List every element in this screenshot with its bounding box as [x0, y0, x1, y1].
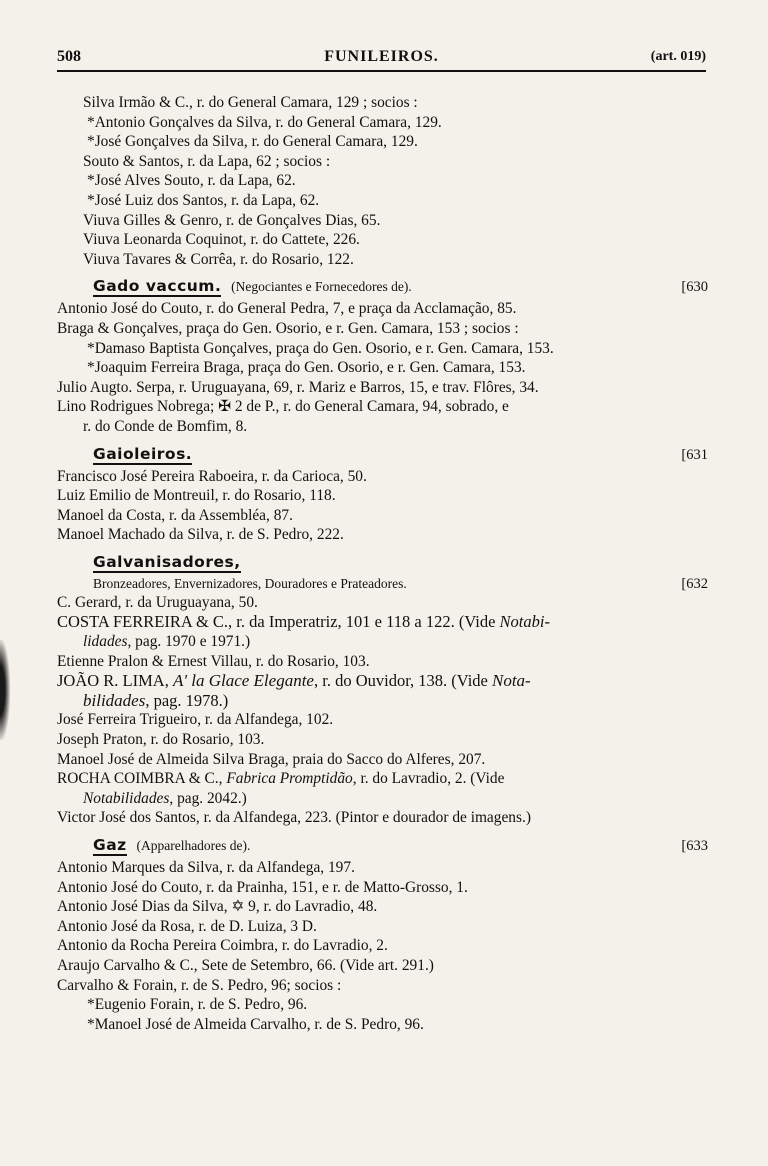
section-title: Gaioleiros.: [93, 444, 193, 463]
list-item: Antonio Marques da Silva, r. da Alfandega, 197.: [57, 859, 355, 876]
list-item: Antonio José Dias da Silva, ✡ 9, r. do Lavradio, 48.: [57, 898, 378, 916]
list-item: r. do Conde de Bomfim, 8.: [83, 417, 248, 435]
list-item: Carvalho & Forain, r. de S. Pedro, 96; socios :: [57, 976, 342, 994]
list-item: Viuva Tavares & Corrêa, r. do Rosario, 122.: [83, 250, 354, 268]
list-item: *Eugenio Forain, r. de S. Pedro, 96.: [87, 996, 308, 1014]
list-item: *Manoel José de Almeida Carvalho, r. de S. Pedro, 96.: [87, 1015, 424, 1033]
list-item: Viuva Gilles & Genro, r. de Gonçalves Dias, 65.: [83, 211, 381, 229]
list-item: *Antonio Gonçalves da Silva, r. do General Camara, 129.: [87, 113, 442, 131]
section-heading-galvanisadores: [57, 551, 708, 575]
list-item: Manoel Machado da Silva, r. de S. Pedro, 222.: [57, 526, 344, 544]
list-item: bilidades, pag. 1978.): [83, 690, 229, 710]
list-item: Silva Irmão & C., r. do General Camara, 129 ; socios :: [83, 94, 418, 111]
list-item: *José Gonçalves da Silva, r. do General Camara, 129.: [87, 133, 418, 151]
page-header: [57, 48, 706, 70]
list-item: C. Gerard, r. da Uruguayana, 50.: [57, 593, 258, 611]
section-heading-gaioleiros: [57, 443, 708, 467]
page-title: FUNILEIROS.: [324, 48, 439, 65]
list-item: JOÃO R. LIMA, A' la Glace Elegante, r. do Ouvidor, 138. (Vide Nota-: [57, 671, 531, 691]
list-item: Julio Augto. Serpa, r. Uruguayana, 69, r. Mariz e Barros, 15, e trav. Flôres, 34.: [57, 378, 539, 396]
section-number: [633: [681, 838, 708, 854]
list-item: Joseph Praton, r. do Rosario, 103.: [57, 731, 265, 749]
header-rule: [57, 70, 706, 72]
list-item: Antonio José do Couto, r. do General Pedra, 7, e praça da Acclamação, 85.: [57, 300, 517, 318]
list-item: *José Luiz dos Santos, r. da Lapa, 62.: [87, 191, 320, 209]
section-number: [630: [681, 279, 708, 296]
list-item: José Ferreira Trigueiro, r. da Alfandega, 102.: [57, 711, 334, 729]
list-item: Notabilidades, pag. 2042.): [83, 789, 247, 807]
list-item: Souto & Santos, r. da Lapa, 62 ; socios :: [83, 152, 331, 170]
section-title: Galvanisadores,: [93, 552, 241, 571]
list-item: *Damaso Baptista Gonçalves, praça do Gen. Osorio, e r. Gen. Camara, 153.: [87, 339, 554, 357]
article-range: (art. 019): [650, 49, 706, 64]
list-item: *Joaquim Ferreira Braga, praça do Gen. Osorio, e r. Gen. Camara, 153.: [87, 359, 526, 377]
section-number: [631: [681, 446, 708, 463]
list-item: Araujo Carvalho & C., Sete de Setembro, 66. (Vide art. 291.): [57, 956, 434, 974]
section-description: Bronzeadores, Envernizadores, Douradores e Prateadores.: [93, 575, 407, 591]
page-body: [57, 93, 708, 1034]
section-subtitle: [57, 575, 708, 593]
page-number: 508: [57, 48, 81, 65]
list-item: COSTA FERREIRA & C., r. da Imperatriz, 101 e 118 a 122. (Vide Notabi-: [57, 612, 550, 632]
section-heading-gado-vaccum: [57, 275, 708, 299]
list-item: Manoel José de Almeida Silva Braga, praia do Sacco do Alferes, 207.: [57, 750, 486, 768]
section-number: [632: [681, 575, 708, 592]
list-item: lidades, pag. 1970 e 1971.): [83, 633, 251, 651]
section-title: Gaz: [93, 836, 127, 854]
list-item: Etienne Pralon & Ernest Villau, r. do Rosario, 103.: [57, 652, 370, 670]
section-description: (Negociantes e Fornecedores de).: [231, 279, 412, 295]
section-title: Gado vaccum.: [93, 277, 222, 296]
section-description: (Apparelhadores de).: [136, 838, 251, 853]
list-item: ROCHA COIMBRA & C., Fabrica Promptidão, r. do Lavradio, 2. (Vide: [57, 770, 505, 788]
list-item: Antonio da Rocha Pereira Coimbra, r. do Lavradio, 2.: [57, 937, 388, 955]
list-item: Antonio José da Rosa, r. de D. Luiza, 3 D.: [57, 917, 317, 935]
binding-smudge: [0, 640, 10, 740]
list-item: Luiz Emilio de Montreuil, r. do Rosario, 118.: [57, 487, 336, 505]
list-item: Francisco José Pereira Raboeira, r. da Carioca, 50.: [57, 467, 367, 485]
list-item: *José Alves Souto, r. da Lapa, 62.: [87, 172, 296, 190]
list-item: Viuva Leonarda Coquinot, r. do Cattete, 226.: [83, 231, 360, 249]
list-item: Antonio José do Couto, r. da Prainha, 151, e r. de Matto-Grosso, 1.: [57, 878, 468, 896]
section-heading-gaz: [57, 834, 708, 858]
list-item: Manoel da Costa, r. da Assembléa, 87.: [57, 506, 293, 524]
list-item: Lino Rodrigues Nobrega; ✠ 2 de P., r. do General Camara, 94, sobrado, e: [57, 398, 509, 416]
list-item: Braga & Gonçalves, praça do Gen. Osorio, e r. Gen. Camara, 153 ; socios :: [57, 319, 519, 337]
list-item: Victor José dos Santos, r. da Alfandega, 223. (Pintor e dourador de imagens.): [57, 809, 531, 827]
